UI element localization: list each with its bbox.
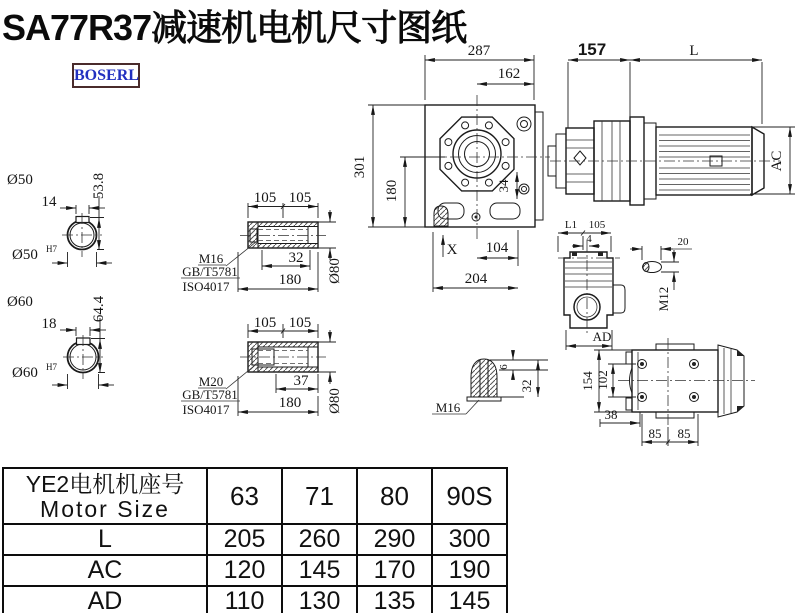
row-label-L: L (3, 524, 207, 555)
ext-20 (642, 246, 661, 260)
b2-dim-180: 180 (278, 395, 302, 411)
shaft50-keyway (76, 217, 89, 223)
header-motor-size (3, 468, 207, 524)
adapter-diamond-mark (574, 151, 586, 165)
b2-dim-37: 37 (293, 373, 309, 389)
dim-64.4: 64.4 (91, 295, 107, 323)
b2-dim-105a: 105 (253, 315, 277, 331)
brand-logo: BOSERL (72, 63, 140, 88)
dim-6: 6 (498, 364, 510, 370)
ext-14 (76, 205, 89, 214)
dim-85b: 85 (677, 426, 691, 441)
shaft60-bore-label: Ø60 (12, 365, 38, 381)
b2-dim-105b: 105 (288, 315, 312, 331)
dim-180: 180 (384, 179, 400, 203)
shaft50-label: Ø50 (7, 172, 33, 188)
plug-leader (466, 400, 479, 414)
dim-102: 102 (595, 370, 610, 390)
side-ribs (565, 262, 612, 287)
b1-std1: GB/T5781 (182, 264, 238, 279)
cell-AD-71: 130 (282, 586, 357, 613)
label-X: X (446, 242, 458, 258)
dim-18: 18 (41, 316, 57, 332)
dim-32-plug: 32 (519, 379, 534, 393)
key-detail-view (630, 236, 692, 311)
plug-label-M16: M16 (435, 400, 461, 415)
table-row-AD (3, 586, 507, 613)
dim-L: L (689, 43, 699, 59)
b1-bolt-label: M16 (198, 251, 224, 266)
table-row-L (3, 524, 507, 555)
table-header-row (3, 468, 507, 524)
b1-dim-105b: 105 (288, 190, 312, 206)
plug-base (467, 397, 501, 401)
oil-plug (434, 206, 448, 226)
col-71: 71 (282, 468, 357, 524)
dim-157: 157 (577, 40, 607, 59)
b2-dim-d80: Ø80 (327, 388, 343, 414)
shaft-bore-60-view (7, 294, 114, 389)
rear-bracket-bottom (626, 398, 632, 410)
breather-plug-view (432, 350, 548, 415)
table-row-AC (3, 555, 507, 586)
dim-204: 204 (464, 271, 488, 287)
foot-notch-right (490, 203, 520, 219)
dim-105-side: 105 (588, 219, 606, 231)
b2-std2: ISO4017 (182, 402, 230, 417)
bushing1-top-hatch (258, 222, 318, 227)
b1-dim-32: 32 (288, 250, 304, 266)
vent-boss-inner (521, 121, 528, 128)
bushing1-bore-lines (258, 230, 308, 241)
b1-dim-180: 180 (278, 272, 302, 288)
col-80: 80 (357, 468, 432, 524)
dim-287: 287 (467, 43, 491, 59)
b2-std1: GB/T5781 (182, 387, 238, 402)
bushing2-bottom-hatch (258, 367, 318, 372)
cell-L-63: 205 (207, 524, 282, 555)
bushing2-leader (226, 366, 254, 389)
ext-157 (568, 62, 630, 128)
side-lug-left (572, 252, 577, 256)
row-label-AC: AC (3, 555, 207, 586)
motor-rear-view (580, 338, 755, 446)
rear-cowl-lines (724, 348, 731, 414)
dim-301: 301 (352, 155, 368, 179)
bushing1-bottom-hatch (258, 244, 318, 249)
dim-53.8: 53.8 (91, 172, 107, 200)
dim-AD: AD (592, 329, 612, 344)
shaft50-bore-label: Ø50 (12, 247, 38, 263)
cell-AD-80: 135 (357, 586, 432, 613)
shaft50-tolerance: H7 (46, 244, 57, 254)
b1-dim-105a: 105 (253, 190, 277, 206)
motor-size-table (2, 467, 508, 613)
ext-18 (76, 327, 90, 336)
b2-bolt-label: M20 (198, 374, 224, 389)
dim-38: 38 (604, 407, 618, 422)
cell-AD-63: 110 (207, 586, 282, 613)
side-protrusion (613, 285, 625, 313)
shaft60-tolerance: H7 (46, 362, 57, 372)
dim-20: 20 (677, 236, 689, 248)
rear-bottom-step (656, 412, 694, 418)
bushing1-view (181, 190, 343, 294)
bolt-boss-inner (522, 187, 527, 192)
dim-4: 4 (586, 233, 592, 245)
ext-b1-d80 (318, 222, 336, 248)
cell-AC-71: 145 (282, 555, 357, 586)
bushing1-leader (226, 242, 256, 266)
shaft-bore-50-view (7, 172, 112, 267)
key-oval-hatch (643, 263, 649, 272)
shaft60-label: Ø60 (7, 294, 33, 310)
header-motor-size-cn: YE2电机机座号 (25, 470, 185, 497)
header-motor-size-en: Motor Size (40, 495, 170, 522)
vent-boss (517, 117, 531, 131)
dim-104: 104 (485, 240, 509, 256)
motor-fins (659, 135, 750, 190)
page-title: SA77R37减速机电机尺寸图纸 (2, 7, 467, 48)
ext-L1-105 (558, 236, 611, 252)
rear-top-step (656, 344, 694, 350)
rear-bracket-top (626, 352, 632, 364)
row-label-AD: AD (3, 586, 207, 613)
dim-154: 154 (580, 371, 595, 391)
dim-162: 162 (497, 66, 521, 82)
cell-L-90s: 300 (432, 524, 507, 555)
cell-L-71: 260 (282, 524, 357, 555)
dim-34: 34 (496, 179, 511, 193)
col-90s: 90S (432, 468, 507, 524)
dim-AC: AC (769, 150, 785, 172)
gearbox-flange-plate (535, 112, 543, 220)
b1-std2: ISO4017 (182, 279, 230, 294)
side-lug-right (598, 252, 603, 256)
cell-AD-90s: 145 (432, 586, 507, 613)
col-63: 63 (207, 468, 282, 524)
cell-AC-63: 120 (207, 555, 282, 586)
rear-body (632, 350, 718, 412)
bolt-boss (519, 184, 529, 194)
gearbox-side-view (558, 219, 625, 350)
label-M12: M12 (656, 286, 671, 312)
bushing2-top-hatch (258, 342, 318, 347)
plug-dome (471, 359, 497, 397)
ext-M12 (661, 262, 679, 272)
ext-301 (368, 105, 430, 227)
cell-L-80: 290 (357, 524, 432, 555)
b1-dim-d80: Ø80 (327, 258, 343, 284)
dim-L1: L1 (564, 219, 578, 231)
dim-85a: 85 (648, 426, 662, 441)
cell-AC-80: 170 (357, 555, 432, 586)
cell-AC-90s: 190 (432, 555, 507, 586)
bushing2-view (181, 315, 343, 417)
dim-14: 14 (41, 194, 57, 210)
